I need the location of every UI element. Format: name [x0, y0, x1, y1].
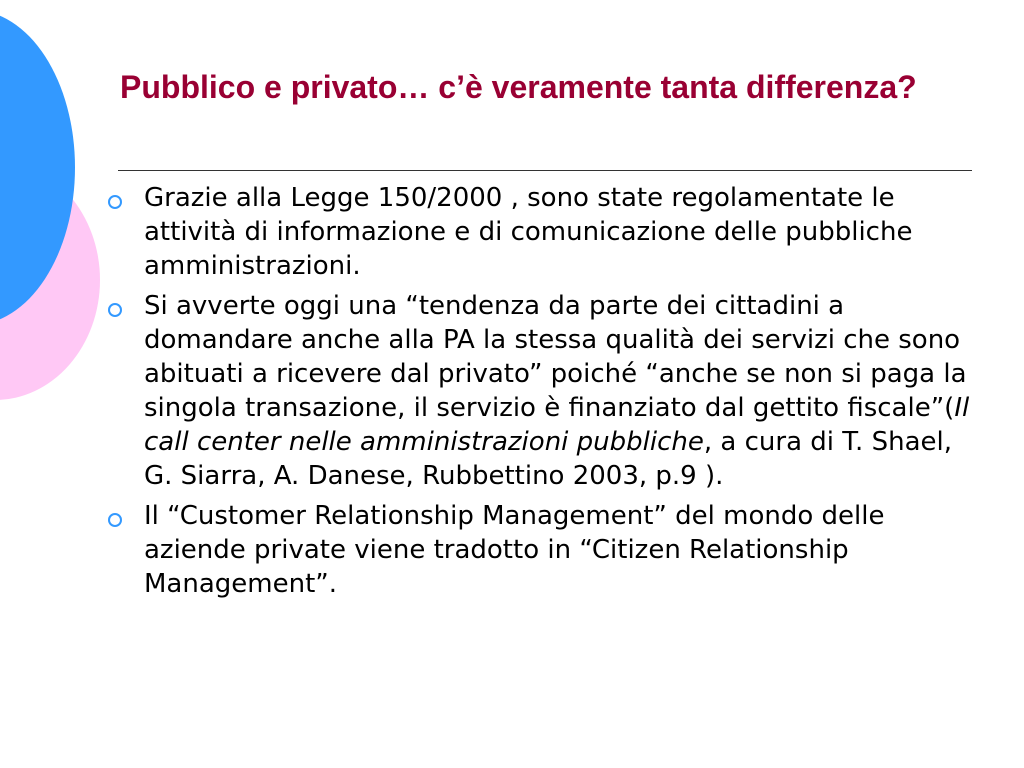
book-title-italic: Il call center nelle amministrazioni pubbliche	[144, 393, 970, 457]
bullet-text: Grazie alla Legge 150/2000 , sono state regolamentate le attività di informazione e di comunicazione delle pubbliche amministrazioni.	[144, 183, 913, 281]
slide-title: Pubblico e privato… c’è veramente tanta differenza?	[120, 69, 917, 105]
list-item	[104, 289, 984, 493]
list-item	[104, 181, 984, 283]
bullet-text	[144, 291, 969, 491]
hollow-circle-bullet-icon	[108, 303, 122, 317]
bullet-text-part: , a cura di T. Shael, G. Siarra, A. Danese, Rubbettino 2003, p.9 ).	[144, 427, 952, 491]
hollow-circle-bullet-icon	[108, 513, 122, 527]
hollow-circle-bullet-icon	[108, 195, 122, 209]
bullet-text-part: Si avverte oggi una “tendenza da parte dei cittadini a domandare anche alla PA la stessa qualità dei servizi che sono abituati a ricevere dal privato” poiché “anche se non si paga la singola transazione, il servizio è finanziato dal gettito fiscale”(	[144, 291, 967, 423]
bullet-list	[104, 181, 984, 607]
list-item	[104, 499, 984, 601]
bullet-text: Il “Customer Relationship Management” del mondo delle aziende private viene tradotto in “Citizen Relationship Management”.	[144, 501, 885, 599]
title-divider	[118, 170, 972, 171]
